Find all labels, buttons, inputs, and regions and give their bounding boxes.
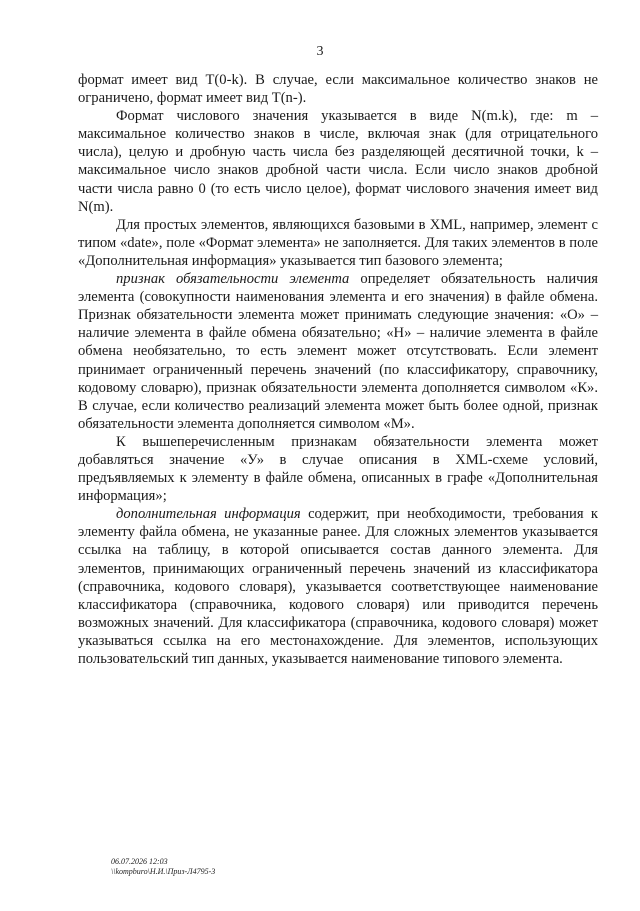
paragraph bbox=[78, 107, 598, 216]
document-footer bbox=[111, 857, 215, 877]
paragraph bbox=[78, 216, 598, 270]
defined-term: дополнительная информация bbox=[116, 506, 301, 523]
paragraph-text: содержит, при необходимости, требования к элементу файла обмена, не указанные ранее. Для сложных элементов указывается ссылка на таблицу, в которой описывается состав данного элемента. Для элементов, принимающих ограниченный перечень значений из классификатора (справочника, кодового словаря), указывается соответствующее наименование классификатора (справочника, кодового словаря) или приводится перечень возможных значений. Для классификатора (справочника, кодового словаря) может указываться ссылка на его местонахождение. Для элементов, использующих пользовательский тип данных, указывается наименование типового элемента. bbox=[78, 506, 598, 667]
defined-term: признак обязательности элемента bbox=[116, 271, 350, 288]
paragraph-text: формат имеет вид Т(0-k). В случае, если максимальное количество знаков не ограничено, формат имеет вид Т(n-). bbox=[78, 72, 598, 107]
paragraph-text: Для простых элементов, являющихся базовыми в XML, например, элемент с типом «date», поле «Формат элемента» не заполняется. Для таких элементов в поле «Дополнительная информация» указывается тип базового элемента; bbox=[78, 216, 598, 269]
paragraph-text: Формат числового значения указывается в виде N(m.k), где: m – максимальное количество знаков в числе, включая знак (для отрицательного числа), целую и дробную часть числа без разделяющей десятичной точки, k – максимальное число знаков дробной части числа. Если число знаков дробной части числа равно 0 (то есть число целое), формат числового значения имеет вид N(m). bbox=[78, 108, 598, 215]
page-number: 3 bbox=[316, 44, 324, 59]
footer-timestamp: 06.07.2026 12:03 bbox=[111, 857, 168, 866]
paragraph bbox=[78, 71, 598, 107]
paragraph-text: определяет обязательность наличия элемента (совокупности наименования элемента и его значения) в файле обмена. Признак обязательности элемента может принимать следующие значения: «О» – наличие элемента в файле обмена обязательно; «Н» – наличие элемента в файле обмена необязательно, то есть элемент может отсутствовать. Если элемент принимает ограниченный перечень значений (по классификатору, справочнику, кодовому словарю), признак обязательности элемента дополняется символом «К». В случае, если количество реализаций элемента может быть более одной, признак обязательности элемента дополняется символом «М». bbox=[78, 271, 598, 432]
paragraph bbox=[78, 505, 598, 668]
paragraph bbox=[78, 270, 598, 433]
footer-file-path: \\kompburo\Н.И.\Приз-Л4795-3 bbox=[111, 867, 216, 876]
document-body bbox=[78, 71, 598, 668]
paragraph bbox=[78, 433, 598, 505]
paragraph-text: К вышеперечисленным признакам обязательности элемента может добавляться значение «У» в случае описания в XML-схеме условий, предъявляемых к элементу в файле обмена, описанных в графе «Дополнительная информация»; bbox=[78, 433, 598, 505]
